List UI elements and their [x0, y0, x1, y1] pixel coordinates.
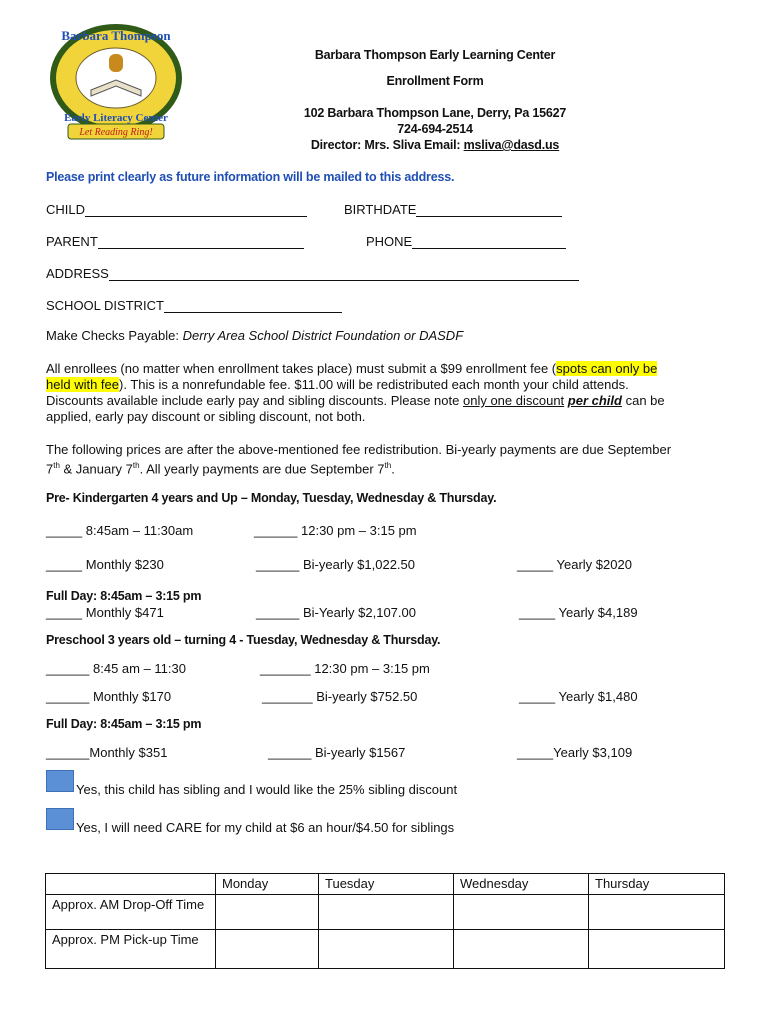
school-district-label: SCHOOL DISTRICT [46, 298, 164, 313]
am-thursday-cell[interactable] [589, 895, 725, 930]
phone-field[interactable] [366, 234, 566, 249]
pm-monday-cell[interactable] [216, 930, 319, 969]
prices-mid: & January 7 [59, 461, 133, 477]
col-thursday: Thursday [589, 874, 725, 895]
preschool-fd-yearly-option[interactable]: _____Yearly $3,109 [517, 745, 633, 760]
prices-paragraph [46, 442, 716, 477]
preschool-fd-monthly-option[interactable]: ______Monthly $351 [46, 745, 168, 760]
per-child-text: per child [567, 393, 622, 408]
print-clearly-notice: Please print clearly as future information will be mailed to this address. [46, 170, 455, 184]
pm-wednesday-cell[interactable] [454, 930, 589, 969]
fee-text-4: can be [621, 393, 665, 408]
prek-fd-yearly-option[interactable]: _____ Yearly $4,189 [519, 605, 638, 620]
table-corner-cell [46, 874, 216, 895]
prices-end: . All yearly payments are due September 7 [139, 461, 385, 477]
table-row [46, 895, 725, 930]
logo-top-text: Barbara Thompson [61, 28, 171, 43]
row-pm-pickup: Approx. PM Pick-up Time [46, 930, 216, 969]
preschool-am-option[interactable]: ______ 8:45 am – 11:30 [46, 661, 186, 676]
phone-label: PHONE [366, 234, 413, 249]
table-row [46, 930, 725, 969]
form-title: Enrollment Form [386, 74, 484, 88]
child-field[interactable] [46, 202, 307, 217]
prek-yearly-option[interactable]: _____ Yearly $2020 [517, 557, 632, 572]
col-tuesday: Tuesday [319, 874, 454, 895]
am-monday-cell[interactable] [216, 895, 319, 930]
fee-highlight-2: held with fee [46, 377, 119, 392]
preschool-pm-option[interactable]: _______ 12:30 pm – 3:15 pm [260, 661, 430, 676]
schedule-table [45, 873, 725, 969]
director-line [235, 138, 635, 152]
care-checkbox[interactable] [46, 808, 74, 830]
preschool-yearly-option[interactable]: _____ Yearly $1,480 [519, 689, 638, 704]
prices-sup-3: th [384, 461, 392, 470]
address-field[interactable] [46, 266, 579, 281]
address-line: 102 Barbara Thompson Lane, Derry, Pa 15627 [303, 106, 567, 120]
preschool-monthly-option[interactable]: ______ Monthly $170 [46, 689, 172, 704]
table-row [46, 874, 725, 895]
prek-heading: Pre- Kindergarten 4 years and Up – Monday, Tuesday, Wednesday & Thursday. [46, 491, 497, 505]
pm-tuesday-cell[interactable] [319, 930, 454, 969]
prices-sup-2: th [132, 461, 140, 470]
prek-fd-monthly-option[interactable]: _____ Monthly $471 [46, 605, 164, 620]
prek-pm-option[interactable]: ______ 12:30 pm – 3:15 pm [254, 523, 417, 538]
phone-line: 724-694-2514 [397, 122, 473, 136]
row-am-dropoff: Approx. AM Drop-Off Time [46, 895, 216, 930]
fee-text-5: applied, early pay discount or sibling discount, not both. [46, 409, 366, 424]
school-district-field[interactable] [46, 298, 342, 313]
director-email-link[interactable]: msliva@dasd.us [463, 138, 560, 152]
fee-text-1: All enrollees (no matter when enrollment takes place) must submit a $99 enrollment fee ( [46, 361, 557, 376]
col-monday: Monday [216, 874, 319, 895]
am-tuesday-cell[interactable] [319, 895, 454, 930]
sibling-discount-label: Yes, this child has sibling and I would like the 25% sibling discount [76, 782, 458, 797]
prices-line-1: The following prices are after the above-mentioned fee redistribution. Bi-yearly payments are due September [46, 442, 672, 457]
col-wednesday: Wednesday [454, 874, 589, 895]
checks-payable [46, 328, 463, 343]
preschool-fullday-heading: Full Day: 8:45am – 3:15 pm [46, 717, 202, 731]
logo-bottom-text: Early Literacy Center [64, 112, 168, 124]
preschool-heading: Preschool 3 years old – turning 4 - Tuesday, Wednesday & Thursday. [46, 633, 441, 647]
one-discount-text: only one discount [462, 393, 565, 408]
fee-paragraph [46, 361, 716, 425]
org-name: Barbara Thompson Early Learning Center [314, 48, 556, 62]
child-label: CHILD [46, 202, 86, 217]
preschool-biyearly-option[interactable]: _______ Bi-yearly $752.50 [262, 689, 418, 704]
director-label: Director: Mrs. Sliva Email: [310, 138, 464, 152]
parent-label: PARENT [46, 234, 98, 249]
prices-sup-1: th [53, 461, 60, 470]
logo-banner-text: Let Reading Ring! [79, 127, 153, 138]
birthdate-field[interactable] [344, 202, 562, 217]
checks-payee: Derry Area School District Foundation or DASDF [182, 328, 464, 343]
birthdate-label: BIRTHDATE [344, 202, 417, 217]
prices-day: 7 [46, 461, 54, 477]
prek-biyearly-option[interactable]: ______ Bi-yearly $1,022.50 [256, 557, 416, 572]
prek-monthly-option[interactable]: _____ Monthly $230 [46, 557, 164, 572]
prek-fd-biyearly-option[interactable]: ______ Bi-Yearly $2,107.00 [256, 605, 416, 620]
care-label: Yes, I will need CARE for my child at $6 an hour/$4.50 for siblings [76, 820, 455, 835]
fee-text-2: ). This is a nonrefundable fee. $11.00 will be redistributed each month your child attends. [119, 377, 629, 392]
center-logo [46, 20, 186, 140]
prek-am-option[interactable]: _____ 8:45am – 11:30am [46, 523, 194, 538]
sibling-discount-checkbox[interactable] [46, 770, 74, 792]
prek-fullday-heading: Full Day: 8:45am – 3:15 pm [46, 589, 202, 603]
am-wednesday-cell[interactable] [454, 895, 589, 930]
pm-thursday-cell[interactable] [589, 930, 725, 969]
parent-field[interactable] [46, 234, 304, 249]
checks-label: Make Checks Payable: [46, 328, 183, 343]
fee-text-3: Discounts available include early pay and sibling discounts. Please note [46, 393, 463, 408]
address-label: ADDRESS [46, 266, 109, 281]
fee-highlight-1: spots can only be [556, 361, 658, 376]
preschool-fd-biyearly-option[interactable]: ______ Bi-yearly $1567 [268, 745, 406, 760]
prices-period: . [391, 461, 395, 477]
